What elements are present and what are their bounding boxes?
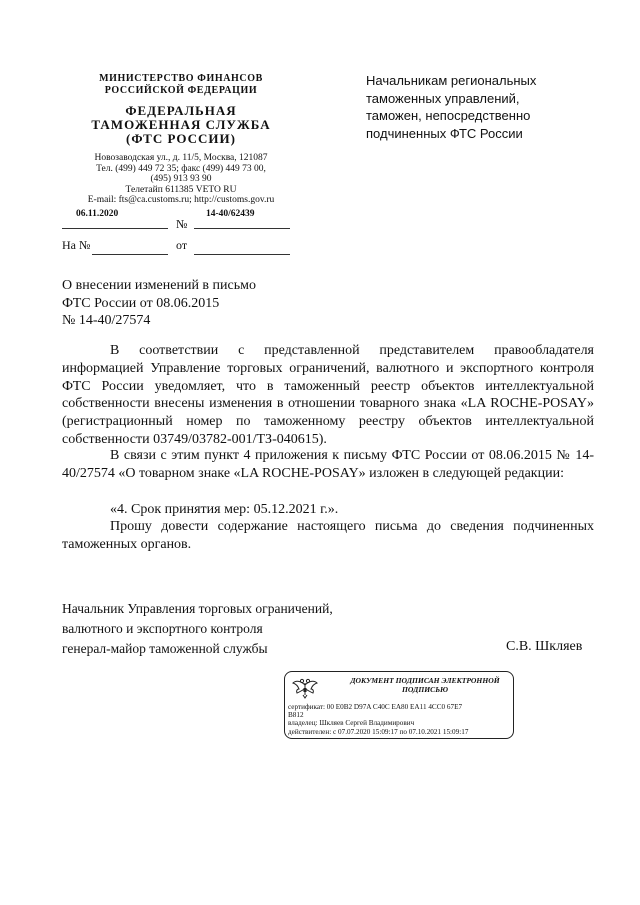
subject-line1: О внесении изменений в письмо bbox=[62, 278, 256, 293]
recipient-line4: подчиненных ФТС России bbox=[366, 125, 523, 141]
recipient-line2: таможенных управлений, bbox=[366, 90, 520, 106]
number-sign: № bbox=[176, 217, 188, 231]
signature-block bbox=[62, 599, 333, 659]
double-headed-eagle-icon bbox=[290, 677, 320, 699]
recipient-line3: таможен, непосредственно bbox=[366, 108, 531, 123]
body-paragraph-1 bbox=[62, 342, 594, 449]
paragraph-3-text: Прошу довести содержание настоящего письма до сведения подчиненных таможенных органов. bbox=[62, 519, 594, 552]
service-name bbox=[62, 104, 300, 146]
recipient-line1: Начальникам региональных bbox=[366, 73, 537, 88]
stamp-certificate: сертификат: 00 E0B2 D97A C40C EA80 EA11 4CC0 67E7 bbox=[288, 703, 463, 711]
signature-line1: Начальник Управления торговых ограничений, bbox=[62, 601, 333, 616]
signature-line2: валютного и экспортного контроля bbox=[62, 621, 263, 636]
stamp-title bbox=[339, 676, 511, 694]
quote-text: «4. Срок принятия мер: 05.12.2021 г.». bbox=[110, 502, 339, 517]
letter-date: 06.11.2020 bbox=[76, 209, 119, 219]
stamp-certificate-cont: B812 bbox=[288, 711, 304, 719]
body-paragraph-3 bbox=[62, 518, 594, 554]
ref-from-label: от bbox=[176, 238, 188, 252]
subject-line2: ФТС России от 08.06.2015 bbox=[62, 295, 220, 311]
letter-subject bbox=[62, 277, 256, 330]
service-line3: (ФТС РОССИИ) bbox=[126, 131, 236, 146]
e-signature-stamp bbox=[284, 671, 514, 739]
letterhead-address bbox=[62, 153, 300, 206]
ref-number-field bbox=[92, 254, 168, 255]
paragraph-1-text: В соответствии с представленной представителем правообладателя информацией Управление торговых ограничений, валютного и экспортного контроля ФТС России уведомляет, что в таможенный реестр объектов интеллектуальной собственности внесены изменения в отношении товарного знака «LA ROCHE-POSAY» (регистрационный номер по таможенному реестру объектов интеллектуальной собственности 03749/03782-001/ТЗ-040615). bbox=[62, 343, 594, 447]
stamp-title-line2: ПОДПИСЬЮ bbox=[401, 685, 449, 694]
address-line2: Тел. (499) 449 72 35; факс (499) 449 73 00, bbox=[96, 163, 266, 174]
number-underline bbox=[194, 228, 290, 229]
signature-line3: генерал-майор таможенной службы bbox=[62, 641, 268, 656]
service-line2: ТАМОЖЕННАЯ СЛУЖБА bbox=[91, 117, 271, 132]
stamp-validity: действителен: с 07.07.2020 15:09:17 по 07.10.2021 15:09:17 bbox=[288, 728, 469, 736]
address-line4: Телетайп 611385 VETO RU bbox=[125, 184, 237, 195]
ministry-line2: РОССИЙСКОЙ ФЕДЕРАЦИИ bbox=[104, 85, 258, 96]
address-line3: (495) 913 93 90 bbox=[150, 174, 212, 185]
service-line1: ФЕДЕРАЛЬНАЯ bbox=[125, 103, 237, 118]
letter-number: 14-40/62439 bbox=[206, 209, 255, 219]
ministry-line1: МИНИСТЕРСТВО ФИНАНСОВ bbox=[99, 73, 263, 84]
subject-line3: № 14-40/27574 bbox=[62, 313, 151, 329]
date-underline bbox=[62, 228, 168, 229]
recipient-block bbox=[366, 72, 596, 142]
ref-date-field bbox=[194, 254, 290, 255]
address-line1: Новозаводская ул., д. 11/5, Москва, 121087 bbox=[94, 153, 268, 163]
address-line5: E-mail: fts@ca.customs.ru; http://customs.gov.ru bbox=[87, 195, 275, 206]
body-quote bbox=[62, 501, 594, 519]
body-paragraph-2 bbox=[62, 447, 594, 483]
ministry-name bbox=[62, 73, 300, 97]
stamp-owner: владелец: Шкляев Сергей Владимирович bbox=[288, 719, 415, 727]
paragraph-2-text: В связи с этим пункт 4 приложения к письму ФТС России от 08.06.2015 № 14-40/27574 «О товарном знаке «LA ROCHE-POSAY» изложен в следующей редакции: bbox=[62, 448, 594, 481]
signatory-name: С.В. Шкляев bbox=[506, 639, 583, 654]
stamp-title-line1: ДОКУМЕНТ ПОДПИСАН ЭЛЕКТРОННОЙ bbox=[350, 676, 500, 685]
ref-number-label: На № bbox=[62, 238, 91, 252]
